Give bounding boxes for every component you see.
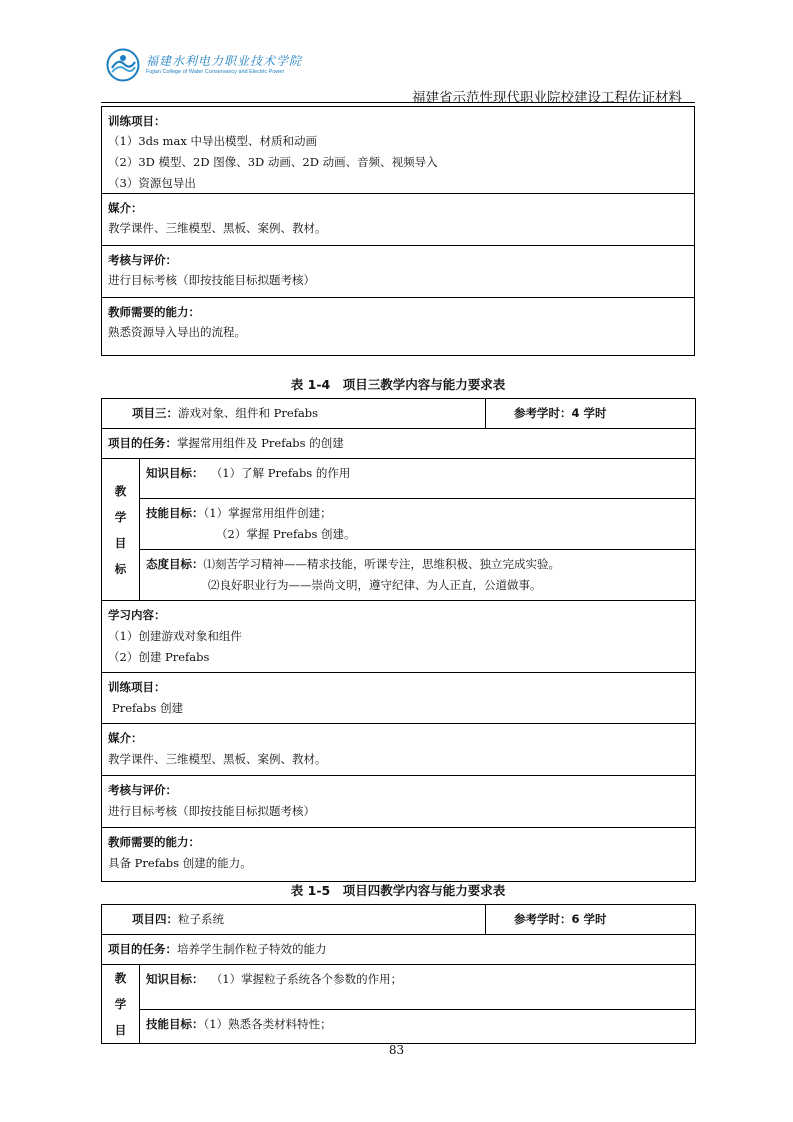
skill-goal-line: （2）掌握 Prefabs 创建。 xyxy=(216,527,356,541)
assessment-text: 进行目标考核（即按技能目标拟题考核） xyxy=(108,804,315,818)
task-label: 项目的任务： xyxy=(108,436,177,450)
task-label: 项目的任务： xyxy=(108,942,177,956)
media-label: 媒介： xyxy=(108,731,143,745)
previous-table-continuation xyxy=(101,106,695,356)
training-cell xyxy=(102,673,696,724)
skill-goal-cell xyxy=(140,1010,696,1044)
media-cell xyxy=(102,724,696,776)
media-section xyxy=(101,194,695,246)
attitude-goal-line: ⑵良好职业行为——崇尚文明，遵守纪律、为人正直，公道做事。 xyxy=(208,578,542,592)
project-name: 游戏对象、组件和 Prefabs xyxy=(178,406,319,420)
teacher-ability-label: 教师需要的能力： xyxy=(108,305,200,319)
task-text: 培养学生制作粒子特效的能力 xyxy=(177,942,327,956)
teacher-ability-cell xyxy=(102,828,696,882)
header-divider xyxy=(101,102,695,103)
teacher-ability-section xyxy=(101,298,695,356)
reference-hours: 参考学时：4 学时 xyxy=(486,399,696,429)
assessment-label: 考核与评价： xyxy=(108,253,177,267)
page-header-title: 福建省示范性现代职业院校建设工程佐证材料 xyxy=(412,90,682,106)
attitude-goal-cell xyxy=(140,550,696,601)
media-label: 媒介： xyxy=(108,201,143,215)
reference-hours: 参考学时：6 学时 xyxy=(486,905,696,935)
training-text: Prefabs 创建 xyxy=(112,701,184,715)
knowledge-goal-label: 知识目标： xyxy=(146,466,204,480)
training-item: （3）资源包导出 xyxy=(108,176,196,190)
skill-goal-cell xyxy=(140,499,696,550)
project-task-cell xyxy=(102,935,696,965)
teacher-ability-text: 具备 Prefabs 创建的能力。 xyxy=(108,856,252,870)
knowledge-goal-cell xyxy=(140,459,696,499)
table-caption: 表 1-4 项目三教学内容与能力要求表 xyxy=(290,377,506,392)
school-logo xyxy=(106,48,302,82)
knowledge-goal-text: （1）掌握粒子系统各个参数的作用； xyxy=(210,972,403,986)
training-section xyxy=(101,106,695,194)
table-caption: 表 1-5 项目四教学内容与能力要求表 xyxy=(290,883,506,898)
learning-content-item: （2）创建 Prefabs xyxy=(108,650,210,664)
project-label: 项目四： xyxy=(132,912,178,926)
knowledge-goal-cell xyxy=(140,965,696,1010)
teaching-goals-label: 教 学 目 标 xyxy=(102,459,140,601)
teacher-ability-label: 教师需要的能力： xyxy=(108,835,200,849)
assessment-text: 进行目标考核（即按技能目标拟题考核） xyxy=(108,273,315,287)
attitude-goal-label: 态度目标： xyxy=(146,557,204,571)
task-text: 掌握常用组件及 Prefabs 的创建 xyxy=(177,436,344,450)
learning-content-item: （1）创建游戏对象和组件 xyxy=(108,629,242,643)
project-name-cell xyxy=(102,905,486,935)
knowledge-goal-text: （1）了解 Prefabs 的作用 xyxy=(210,466,351,480)
training-label: 训练项目： xyxy=(108,114,166,128)
project-name: 粒子系统 xyxy=(178,912,224,926)
project-name-cell xyxy=(102,399,486,429)
training-label: 训练项目： xyxy=(108,680,166,694)
project-task-cell xyxy=(102,429,696,459)
attitude-goal-line: ⑴刻苦学习精神——精求技能，听课专注，思维积极、独立完成实验。 xyxy=(203,557,560,571)
logo-chinese-name: 福建水利电力职业技术学院 xyxy=(146,53,303,68)
skill-goal-line: （1）熟悉各类材料特性； xyxy=(203,1017,332,1032)
skill-goal-label: 技能目标： xyxy=(146,506,204,520)
project-four-table xyxy=(101,904,695,1044)
logo-english-name: Fujian College of Water Conservancy and Electric Power xyxy=(146,68,285,75)
skill-goal-line: （1）掌握常用组件创建； xyxy=(203,506,332,520)
media-text: 教学课件、三维模型、黑板、案例、教材。 xyxy=(108,752,327,766)
learning-content-cell xyxy=(102,601,696,673)
training-item: （2）3D 模型、2D 图像、3D 动画、2D 动画、音频、视频导入 xyxy=(108,155,438,169)
assessment-cell xyxy=(102,776,696,828)
knowledge-goal-label: 知识目标： xyxy=(146,972,204,986)
assessment-label: 考核与评价： xyxy=(108,783,177,797)
media-text: 教学课件、三维模型、黑板、案例、教材。 xyxy=(108,221,327,235)
skill-goal-label: 技能目标： xyxy=(146,1017,204,1032)
teaching-goals-label: 教 学 目 xyxy=(102,965,140,1044)
assessment-section xyxy=(101,246,695,298)
project-label: 项目三： xyxy=(132,406,178,420)
training-item: （1）3ds max 中导出模型、材质和动画 xyxy=(108,134,317,148)
learning-content-label: 学习内容： xyxy=(108,608,166,622)
school-emblem-icon xyxy=(106,48,140,82)
teacher-ability-text: 熟悉资源导入导出的流程。 xyxy=(108,325,246,339)
project-three-table xyxy=(101,398,695,882)
page-number: 83 xyxy=(388,1043,405,1057)
